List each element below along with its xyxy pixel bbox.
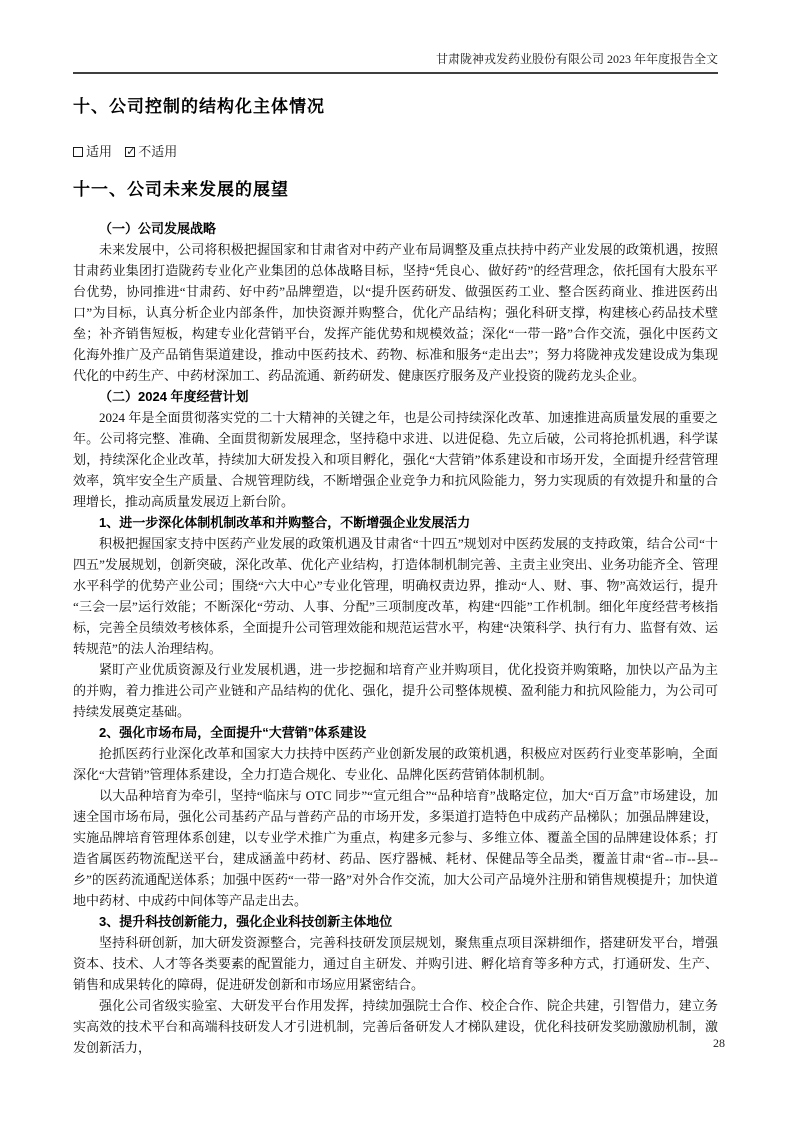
header-rule xyxy=(73,72,718,74)
section-subheading: （一）公司发展战略 xyxy=(99,221,217,236)
section-10-title: 十、公司控制的结构化主体情况 xyxy=(73,97,325,116)
header-title: 甘肃陇神戎发药业股份有限公司 2023 年年度报告全文 xyxy=(435,52,718,66)
checkbox-unchecked-icon xyxy=(73,147,83,157)
section-subheading: （二）2024 年度经营计划 xyxy=(99,389,249,404)
section-subheading: 3、提升科技创新能力，强化企业科技创新主体地位 xyxy=(99,914,393,929)
section-subheading: 2、强化市场布局，全面提升“大营销”体系建设 xyxy=(99,725,367,740)
checkbox-checked-icon xyxy=(125,147,135,157)
paragraph: 未来发展中，公司将积极把握国家和甘肃省对中药产业布局调整及重点扶持中药产业发展的政策机遇，按照甘肃药业集团打造陇药专业化产业集团的总体战略目标，坚持“凭良心、做好药”的经营理念，依托国有大股东平台优势，协同推进“甘肃药、好中药”品牌塑造，以“提升医药研发、做强医药工业、整合医药商业、推进医药出口”为目标，认真分析企业内部条件，加快资源并购整合，优化产品结构；强化科研支撑，构建核心药品技术壁垒；补齐销售短板，构建专业化营销平台，发挥产能优势和规模效益；深化“一带一路”合作交流，强化中医药文化海外推广及产品销售渠道建设，推动中医药技术、药物、标准和服务“走出去”；努力将陇神戎发建设成为集现代化的中药生产、中药材深加工、药品流通、新药研发、健康医疗服务及产业投资的陇药龙头企业。 xyxy=(73,242,718,383)
paragraph: 强化公司省级实验室、大研发平台作用发挥，持续加强院士合作、校企合作、院企共建，引智借力，建立务实高效的技术平台和高端科技研发人才引进机制，完善后备研发人才梯队建设，优化科技研发奖励激励机制，激发创新活力， xyxy=(73,998,718,1055)
paragraph: 积极把握国家支持中医药产业发展的政策机遇及甘肃省“十四五”规划对中医药发展的支持政策，结合公司“十四五”发展规划，创新突破，深化改革、优化产业结构，打造体制机制完善、主责主业突出、业务功能齐全、管理水平科学的优势产业公司；围绕“六大中心”专业化管理，明确权责边界，推动“人、财、事、物”高效运行，提升“三会一层”运行效能；不断深化“劳动、人事、分配”三项制度改革，构建“四能”工作机制。细化年度经营考核指标，完善全员绩效考核体系，全面提升公司管理效能和规范运营水平，构建“决策科学、执行有力、监督有效、运转规范”的法人治理结构。 xyxy=(73,536,718,656)
section-subheading: 1、进一步深化体制机制改革和并购整合，不断增强企业发展活力 xyxy=(99,515,471,530)
applicability-row xyxy=(73,143,718,160)
section-11-title: 十一、公司未来发展的展望 xyxy=(73,180,289,199)
paragraph: 以大品种培育为牵引，坚持“临床与 OTC 同步”“宣元组合”“品种培育”战略定位，加大“百万盒”市场建设，加速全国市场布局，强化公司基药产品与普药产品的市场开发，多渠道打造特色中成药产品梯队；加强品牌建设，实施品牌培育管理体系创建，以专业学术推广为重点，构建多元参与、多维立体、覆盖全国的品牌建设体系；打造省属医药物流配送平台，建成涵盖中药材、药品、医疗器械、耗材、保健品等全品类，覆盖甘肃“省--市--县--乡”的医药流通配送体系；加强中医药“一带一路”对外合作交流，加大公司产品境外注册和销售规模提升；加快道地中药材、中成药中间体等产品走出去。 xyxy=(73,788,718,908)
applicable-label: 适用 xyxy=(86,144,113,159)
paragraph: 抢抓医药行业深化改革和国家大力扶持中医药产业创新发展的政策机遇，积极应对医药行业变革影响，全面深化“大营销”管理体系建设，全力打造合规化、专业化、品牌化医药营销体制机制。 xyxy=(73,746,718,782)
applicable-option xyxy=(73,144,112,159)
not-applicable-label: 不适用 xyxy=(138,144,178,159)
paragraph: 2024 年是全面贯彻落实党的二十大精神的关键之年，也是公司持续深化改革、加速推进高质量发展的重要之年。公司将完整、准确、全面贯彻新发展理念，坚持稳中求进、以进促稳、先立后破，公司将抢抓机遇，科学谋划，持续深化企业改革，持续加大研发投入和项目孵化，强化“大营销”体系建设和市场开发，全面提升经营管理效率，筑牢安全生产质量、合规管理防线，不断增强企业竞争力和抗风险能力，努力实现质的有效提升和量的合理增长，推动高质量发展迈上新台阶。 xyxy=(73,410,718,509)
not-applicable-option xyxy=(125,144,177,159)
paragraph: 坚持科研创新，加大研发资源整合，完善科技研发顶层规划，聚焦重点项目深耕细作，搭建研发平台，增强资本、技术、人才等各类要素的配置能力，通过自主研发、并购引进、孵化培育等多种方式，打通研发、生产、销售和成果转化的障碍，促进研发创新和市场应用紧密结合。 xyxy=(73,935,718,992)
section-11-content xyxy=(73,218,718,1058)
document-header xyxy=(73,0,718,67)
page-number: 28 xyxy=(713,1036,725,1050)
paragraph: 紧盯产业优质资源及行业发展机遇，进一步挖掘和培育产业并购项目，优化投资并购策略，加快以产品为主的并购，着力推进公司产业链和产品结构的优化、强化，提升公司整体规模、盈利能力和抗风险能力，为公司可持续发展奠定基础。 xyxy=(73,662,718,719)
